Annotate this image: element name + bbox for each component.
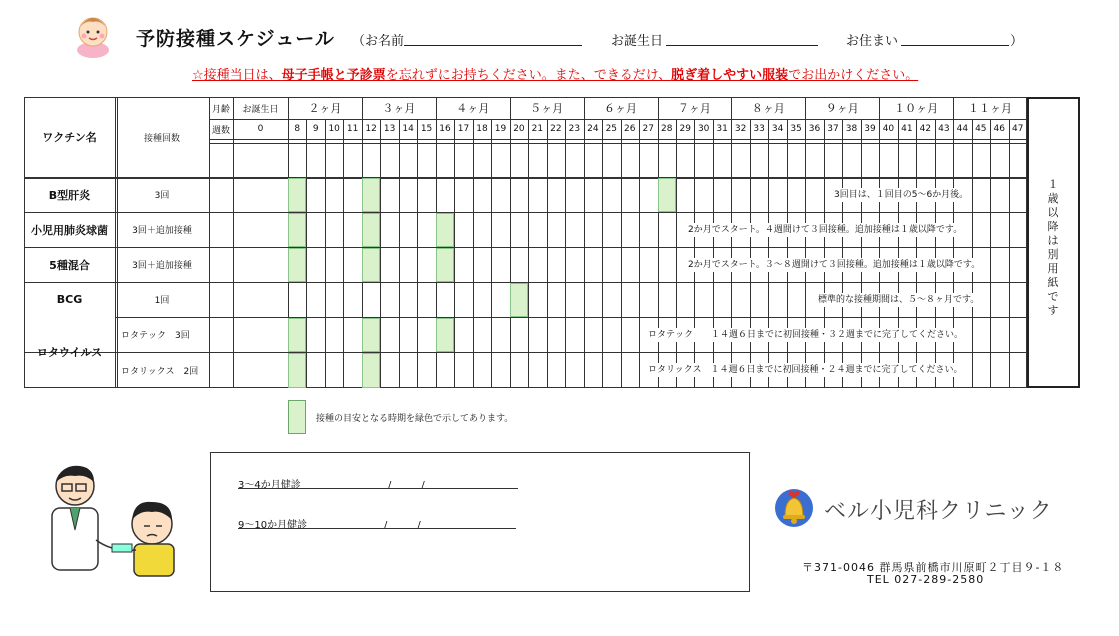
notice-part3: でお出かけください。 (788, 68, 919, 83)
week-number: 45 (975, 124, 987, 134)
week-col-line (676, 119, 677, 388)
week-number: 42 (919, 124, 932, 134)
recommended-week-cell (288, 213, 306, 247)
recommended-week-cell (362, 318, 380, 352)
week-col-line (935, 119, 936, 388)
week-number: 14 (402, 124, 414, 134)
recommended-week-cell (436, 213, 454, 247)
week-number: 15 (420, 124, 433, 134)
bell-logo-icon (772, 484, 816, 528)
birth-week: 0 (257, 124, 264, 134)
week-number: 13 (383, 124, 396, 134)
week-col-line (1009, 119, 1010, 388)
week-number: 24 (587, 124, 599, 134)
clinic-name: ベル小児科クリニック (824, 499, 1053, 524)
name-label: （お名前 (352, 34, 405, 49)
header-line-3 (209, 143, 1027, 144)
week-col-line (380, 119, 381, 388)
age-col-line (233, 97, 234, 388)
week-col-line (694, 119, 695, 388)
month-header: ６ヶ月 (604, 102, 638, 115)
doctor-child-illustration (40, 460, 190, 580)
notice-bold2: 脱ぎ着しやすい服装 (671, 68, 789, 83)
dose-count: ロタテック 3回 (121, 331, 190, 341)
week-col-line (547, 119, 548, 388)
week-col-line (306, 119, 307, 388)
week-col-line (990, 119, 991, 388)
recommended-week-cell (288, 353, 306, 388)
week-col-line (454, 119, 455, 388)
recommended-week-cell (436, 248, 454, 282)
week-col-line (417, 119, 418, 388)
checkup-3-4-label: 3～4か月健診 (238, 480, 301, 491)
week-number: 33 (753, 124, 765, 134)
week-number: 12 (365, 124, 377, 134)
week-col-line (639, 119, 640, 388)
recommended-week-cell (658, 178, 676, 212)
week-col-line (768, 119, 769, 388)
week-col-line (528, 119, 529, 388)
month-header: ２ヶ月 (308, 102, 342, 115)
close-paren: ） (1010, 34, 1024, 49)
week-col-line (972, 119, 973, 388)
week-col-line (879, 97, 880, 388)
clinic-address: 〒371-0046 群馬県前橋市川原町２丁目９-１８ (802, 561, 1065, 574)
recommended-week-cell (362, 248, 380, 282)
row-note: 3回目は、１回目の5～6か月後。 (834, 189, 969, 200)
week-number: 19 (494, 124, 507, 134)
week-number: 36 (808, 124, 821, 134)
notice-star: ☆ (192, 68, 204, 83)
week-col-line (824, 119, 825, 388)
dose-count: 3回 (154, 191, 170, 201)
week-col-line (842, 119, 843, 388)
month-header: ４ヶ月 (456, 102, 490, 115)
week-number: 34 (771, 124, 784, 134)
checkup-9-10-field[interactable] (238, 528, 516, 529)
dose-col-line (209, 97, 210, 388)
age-month-label: 月齢 (211, 104, 230, 115)
month-header: １０ヶ月 (894, 102, 939, 115)
checkup-9-10-date: / / (384, 520, 421, 531)
checkup-3-4-date: / / (388, 480, 425, 491)
week-col-line (325, 119, 326, 388)
name-field[interactable] (404, 45, 582, 46)
week-number: 26 (624, 124, 636, 134)
month-header: ９ヶ月 (825, 102, 859, 115)
row-note: 標準的な接種期間は、５～８ヶ月です。 (818, 294, 980, 305)
notice-part2: を忘れずにお持ちください。また、できるだけ、 (385, 68, 672, 83)
legend-swatch (288, 400, 306, 434)
recommended-week-cell (362, 213, 380, 247)
week-col-line (805, 97, 806, 388)
birthday-label: お誕生日 (611, 34, 664, 49)
week-number: 43 (938, 124, 950, 134)
checkup-3-4-field[interactable] (238, 488, 518, 489)
week-col-line (584, 97, 585, 388)
week-number: 28 (661, 124, 673, 134)
week-col-line (898, 119, 899, 388)
week-number: 41 (901, 124, 913, 134)
week-col-line (399, 119, 400, 388)
weeks-label: 週数 (211, 125, 230, 136)
week-number: 37 (827, 124, 839, 134)
page-title: 予防接種スケジュール (136, 28, 335, 50)
week-number: 16 (439, 124, 451, 134)
week-number: 35 (790, 124, 802, 134)
week-col-line (861, 119, 862, 388)
week-number: 39 (864, 124, 876, 134)
week-col-line (713, 119, 714, 388)
row-note: 2か月でスタート。３～８週開けて３回接種。追加接種は１歳以降です。 (688, 259, 981, 270)
row-note: ロタリックス １４週６日までに初回接種・２４週までに完了してください。 (648, 365, 963, 375)
vaccine-header: ワクチン名 (42, 131, 97, 144)
week-number: 29 (679, 124, 691, 134)
week-col-line (731, 97, 732, 388)
week-number: 18 (476, 124, 488, 134)
week-number: 31 (716, 124, 728, 134)
week-col-line (621, 119, 622, 388)
week-col-line (953, 97, 954, 388)
notice-part1: 接種当日は、 (203, 68, 282, 83)
recommended-week-cell (362, 178, 380, 212)
week-number: 44 (956, 124, 969, 134)
recommended-week-cell (288, 178, 306, 212)
row-line (115, 317, 1027, 318)
week-number: 17 (457, 124, 470, 134)
vaccine-name: B型肝炎 (48, 188, 91, 202)
dose-count: ロタリックス 2回 (121, 366, 199, 377)
week-number: 23 (568, 124, 581, 134)
week-number: 11 (346, 124, 359, 134)
month-header: ３ヶ月 (382, 102, 416, 115)
recommended-week-cell (288, 248, 306, 282)
baby-icon (72, 10, 114, 58)
vaccine-name: BCG (56, 293, 83, 306)
week-number: 38 (845, 124, 858, 134)
side-note: １歳以降は別用紙です (1047, 178, 1059, 317)
week-number: 25 (605, 124, 618, 134)
week-col-line (916, 119, 917, 388)
week-col-line (343, 119, 344, 388)
week-number: 47 (1012, 124, 1024, 134)
legend-text: 接種の目安となる時期を緑色で示してあります。 (316, 414, 514, 424)
notice-bold1: 母子手帳と予診票 (281, 68, 386, 83)
dose-count: 3回＋追加接種 (132, 261, 192, 271)
month-header: １１ヶ月 (968, 102, 1013, 115)
week-number: 21 (531, 124, 544, 134)
checkup-9-10-label: 9～10か月健診 (238, 520, 308, 531)
week-number: 8 (294, 124, 301, 134)
week-col-line (510, 97, 511, 388)
clinic-tel: TEL 027-289-2580 (867, 573, 985, 586)
birth-label: お誕生日 (242, 104, 279, 115)
recommended-week-cell (510, 283, 528, 317)
week-col-line (491, 119, 492, 388)
week-number: 27 (642, 124, 654, 134)
month-header: ５ヶ月 (530, 102, 564, 115)
week-number: 22 (550, 124, 562, 134)
vaccine-name: 5種混合 (49, 258, 90, 272)
week-number: 32 (734, 124, 747, 134)
week-number: 10 (328, 124, 340, 134)
week-number: 20 (513, 124, 525, 134)
month-header: ７ヶ月 (677, 102, 711, 115)
address-label: お住まい (846, 34, 899, 49)
header-line-2 (209, 139, 1027, 140)
dose-count: 1回 (154, 296, 170, 306)
week-number: 40 (882, 124, 895, 134)
week-number: 9 (312, 124, 319, 134)
recommended-week-cell (362, 353, 380, 388)
vaccine-name: 小児用肺炎球菌 (31, 223, 108, 237)
week-col-line (602, 119, 603, 388)
row-note: ロタテック １４週６日までに初回接種・３２週までに完了してください。 (648, 329, 964, 340)
dose-count: 3回＋追加接種 (132, 226, 192, 236)
week-col-line (787, 119, 788, 388)
week-col-line (565, 119, 566, 388)
dose-header: 接種回数 (143, 133, 180, 144)
address-field[interactable] (901, 45, 1009, 46)
month-header: ８ヶ月 (751, 102, 785, 115)
recommended-week-cell (436, 318, 454, 352)
notice-text (192, 64, 918, 83)
week-col-line (750, 119, 751, 388)
week-number: 46 (993, 124, 1005, 134)
recommended-week-cell (288, 318, 306, 352)
week-number: 30 (697, 124, 710, 134)
vaccine-name: ロタウイルス (36, 346, 103, 359)
week-col-line (473, 119, 474, 388)
row-note: 2か月でスタート。４週間けて３回接種。追加接種は１歳以降です。 (688, 224, 963, 235)
week-col-line (658, 97, 659, 388)
birthday-field[interactable] (666, 45, 818, 46)
